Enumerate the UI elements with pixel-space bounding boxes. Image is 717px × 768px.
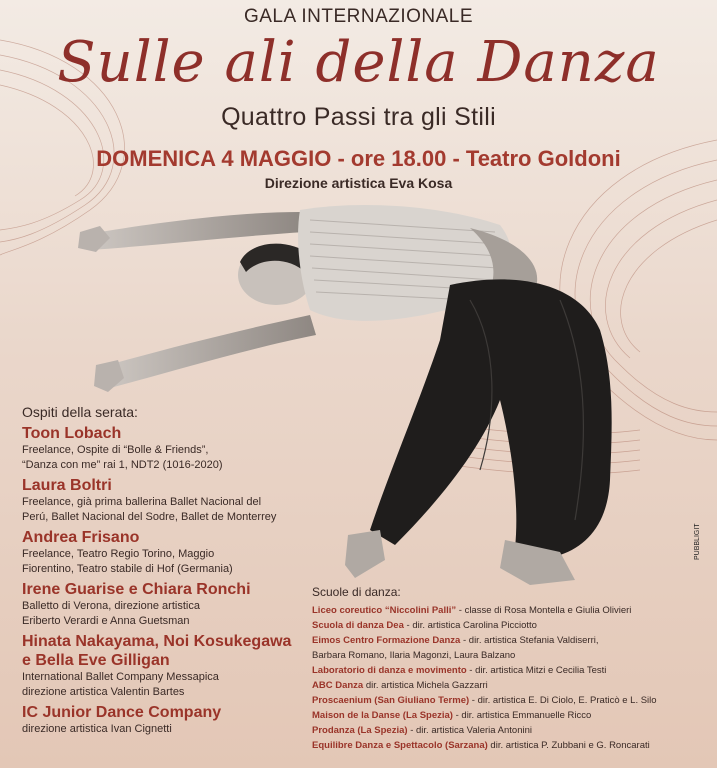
school-item [312,618,712,633]
guest-name-cont: e Bella Eve Gilligan [22,652,170,669]
guest-desc: Freelance, già prima ballerina Ballet Nacional del [22,496,262,508]
guest-desc: Eriberto Verardi e Anna Guetsman [22,615,190,627]
school-name: Scuola di danza Dea [312,620,404,631]
guest-name: Andrea Frisano [22,529,140,546]
school-name: Proscaenium (San Giuliano Terme) [312,695,470,706]
schools-section [312,585,712,753]
pre-title: GALA INTERNAZIONALE [243,6,474,27]
school-item-cont: Barbara Romano, Ilaria Magonzi, Laura Balzano [312,650,516,661]
school-name: Liceo coreutico “Niccolini Palli” [312,605,457,616]
guest-item [22,703,322,737]
school-name: Eimos Centro Formazione Danza [312,635,461,646]
guest-name: Toon Lobach [22,425,122,442]
guest-desc: International Ballet Company Messapica [22,671,219,683]
guest-name: IC Junior Dance Company [22,704,222,721]
school-direction: - dir. artistica Stefania Valdiserri, [460,635,599,646]
guest-desc: direzione artistica Ivan Cignetti [22,723,172,735]
school-item [312,708,712,723]
guest-desc: “Danza con me” rai 1, NDT2 (1016-2020) [22,459,223,471]
school-direction: - dir. artistica E. Di Ciolo, E. Praticò e L. Silo [469,695,657,706]
school-name: Equilibre Danza e Spettacolo (Sarzana) [312,740,488,751]
guest-item [22,580,322,629]
guest-desc: Freelance, Ospite di “Bolle & Friends”, [22,444,209,456]
credit-label: PUBBLIGIT [694,523,701,560]
school-direction: dir. artistica P. Zubbani e G. Roncarati [487,740,650,751]
guest-item [22,476,322,525]
guest-name: Irene Guarise e Chiara Ronchi [22,581,251,598]
guest-desc: direzione artistica Valentin Bartes [22,686,185,698]
guest-desc: Perú, Ballet Nacional del Sodre, Ballet de Monterrey [22,511,277,523]
school-direction: - dir. artistica Mitzi e Cecilia Testi [466,665,607,676]
guest-desc: Balletto di Verona, direzione artistica [22,600,200,612]
school-name: Maison de la Danse (La Spezia) [312,710,453,721]
school-item [312,693,712,708]
guest-desc: Fiorentino, Teatro stabile di Hof (Germania) [22,563,233,575]
artistic-direction: Direzione artistica Eva Kosa [264,175,453,191]
school-item [312,633,712,648]
guests-heading: Ospiti della serata: [22,404,138,420]
school-name: ABC Danza [312,680,364,691]
school-item [312,738,712,753]
guest-item [22,424,322,473]
school-direction: - classe di Rosa Montella e Giulia Olivieri [456,605,632,616]
school-direction: - dir. artistica Emmanuelle Ricco [452,710,592,721]
school-direction: dir. artistica Michela Gazzarri [363,680,488,691]
guests-section [22,404,322,737]
guest-desc: Freelance, Teatro Regio Torino, Maggio [22,548,215,560]
school-item [312,663,712,678]
guest-name: Hinata Nakayama, Noi Kosukegawa [22,633,292,650]
school-direction: - dir. artistica Carolina Picciotto [403,620,537,631]
event-dateline: DOMENICA 4 MAGGIO - ore 18.00 - Teatro Goldoni [96,146,621,171]
guest-item [22,528,322,577]
event-title: Sulle ali della Danza [57,30,660,95]
guest-name: Laura Boltri [22,477,112,494]
school-item [312,723,712,738]
event-subtitle: Quattro Passi tra gli Stili [221,103,496,131]
school-direction: - dir. artistica Valeria Antonini [407,725,532,736]
schools-heading: Scuole di danza: [312,585,401,599]
school-item [312,678,712,693]
guest-item [22,632,322,700]
school-name: Laboratorio di danza e movimento [312,665,467,676]
school-name: Prodanza (La Spezia) [312,725,408,736]
school-item [312,603,712,618]
